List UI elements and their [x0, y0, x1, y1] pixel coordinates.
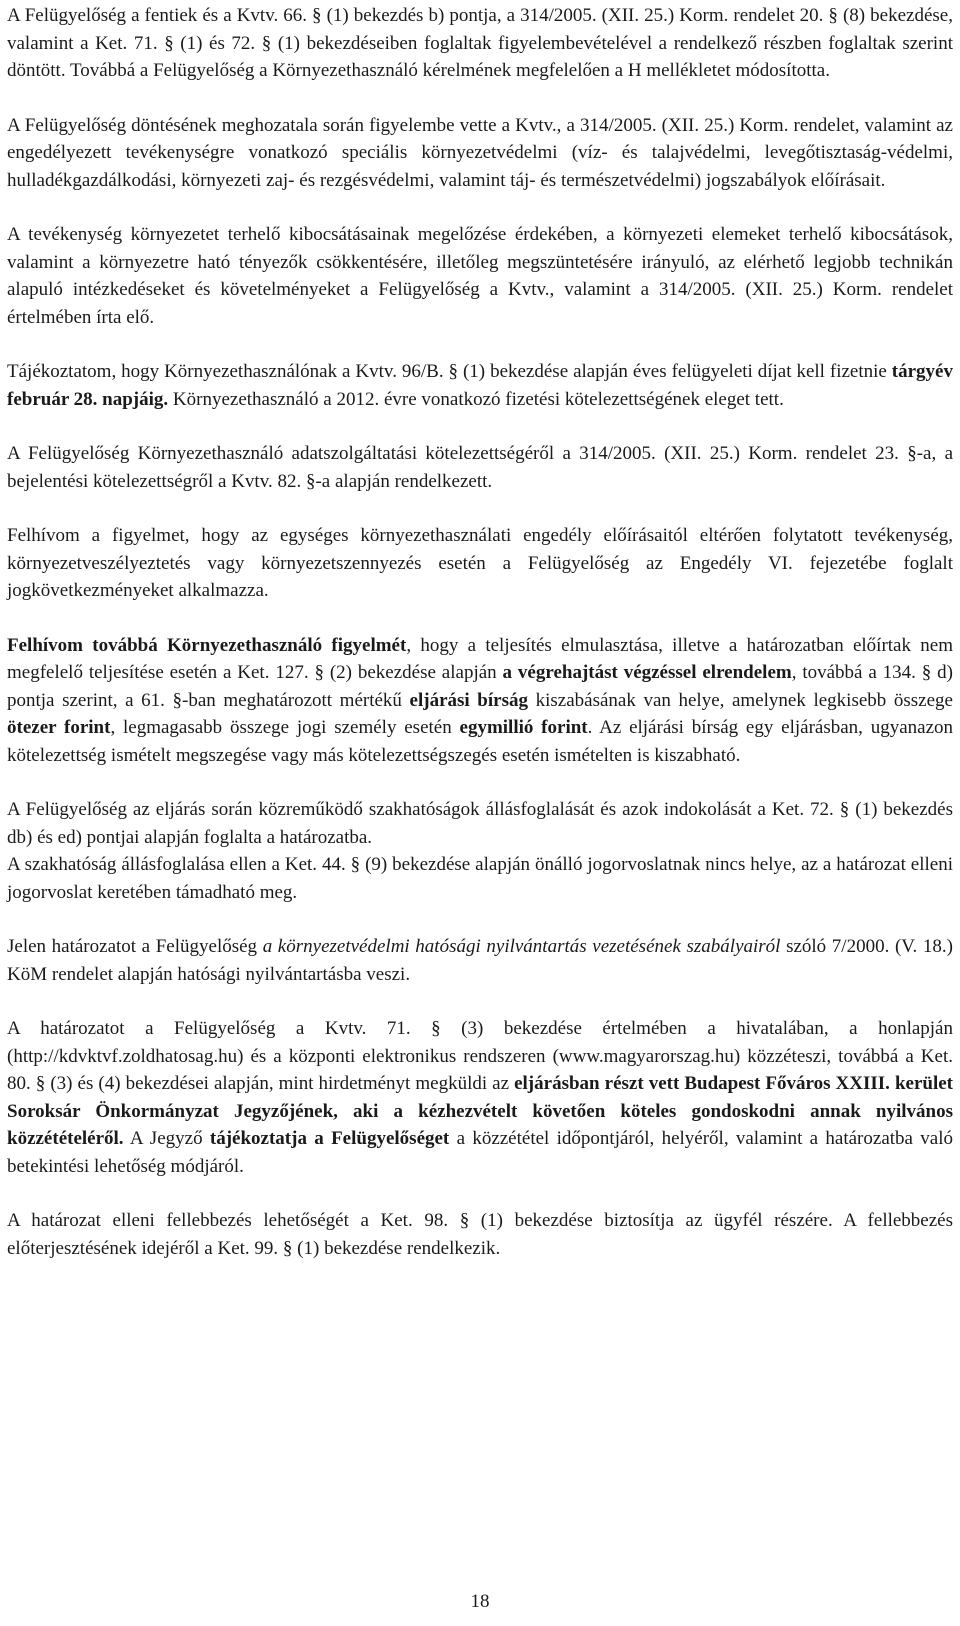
paragraph-supervision-fee — [7, 358, 953, 413]
text-run: . Az eljárási bírság egy eljárásban, ugyanazon kötelezettség ismételt megszegése vagy más kötelezettségszegés esetén ismételten is kiszabható. — [7, 717, 954, 766]
bold-text: eljárásban részt vett Budapest Főváros XXIII. kerület Soroksár Önkormányzat Jegyzőjének, aki a kézhezvételt követően köteles gondoskodni annak nyilvános közzétételéről. — [7, 1073, 953, 1149]
paragraph-registry — [7, 933, 953, 988]
text-run: Felhívom a figyelmet, hogy az egységes környezethasználati engedély előírásaitól eltérően folytatott tevékenység, környezetveszélyeztetés vagy környezetszennyezés esetén a Felügyelőség az Engedély VI. fejezetébe foglalt jogkövetkezményeket alkalmazza. — [7, 525, 953, 601]
text-run: A Jegyző — [123, 1128, 210, 1149]
paragraph-legal-consequences — [7, 522, 953, 605]
document-body — [7, 2, 953, 1289]
text-run: , legmagasabb összege jogi személy esetén — [110, 717, 460, 738]
paragraph-data-reporting — [7, 440, 953, 495]
text-run: A szakhatóság állásfoglalása ellen a Ket. 44. § (9) bekezdése alapján önálló jogorvoslatnak nincs helye, az a határozat elleni jogorvoslat keretében támadható meg. — [7, 854, 953, 903]
text-run: A Felügyelőség az eljárás során közreműködő szakhatóságok állásfoglalását és azok indokolását a Ket. 72. § (1) bekezdés db) és ed) pontjai alapján foglalta a határozatba. — [7, 799, 953, 848]
paragraph-decision-basis — [7, 2, 953, 85]
paragraph-emission-prevention — [7, 221, 953, 331]
text-run: A határozatot a Felügyelőség a Kvtv. 71. § (3) bekezdése értelmében a hivatalában, a honlapján (http://kdvktvf.zoldhatosag.hu) és a központi elektronikus rendszeren (www.magyarorszag.hu) közzéteszi, továbbá a Ket. 80. § (3) és (4) bekezdései alapján, mint hirdetményt megküldi az — [7, 1018, 953, 1094]
bold-text: egymillió forint — [459, 717, 588, 738]
paragraph-appeal — [7, 1207, 953, 1262]
text-run: A Felügyelőség döntésének meghozatala során figyelembe vette a Kvtv., a 314/2005. (XII. 25.) Korm. rendelet, valamint az engedélyezett tevékenységre vonatkozó speciális környezetvédelmi (víz- és talajvédelmi, levegőtisztaság-védelmi, hulladékgazdálkodási, környezeti zaj- és rezgésvédelmi, valamint táj- és természetvédelmi) jogszabályok előírásait. — [7, 114, 953, 191]
text-run: , hogy a teljesítés elmulasztása, illetve a határozatban előírtak nem megfelelő teljesítése esetén a Ket. 127. § (2) bekezdése alapján — [7, 634, 953, 683]
bold-text: Felhívom továbbá Környezethasználó figyelmét — [7, 634, 407, 656]
text-run: a közzététel időpontjáról, helyéről, valamint a határozatba való betekintési lehetőség módjáról. — [7, 1128, 953, 1177]
bold-text: tárgyév február 28. napjáig. — [7, 361, 953, 410]
bold-text: ötezer forint — [7, 717, 111, 738]
text-run: A Felügyelőség a fentiek és a Kvtv. 66. § (1) bekezdés b) pontja, a 314/2005. (XII. 25.) Korm. rendelet 20. § (8) bekezdése, valamint a Ket. 71. § (1) és 72. § (1) bekezdéseiben foglaltak figyelembevételével a rendelkező részben foglaltak szerint döntött. Továbbá a Felügyelőség a Környezethasználó kérelmének megfelelően a H mellékletet módosította. — [7, 5, 953, 81]
italic-text: a környezetvédelmi hatósági nyilvántartás vezetésének szabályairól — [262, 936, 781, 957]
paragraph-publication — [7, 1015, 953, 1180]
text-run: , továbbá a 134. § d) pontja szerint, a 61. §-ban meghatározott mértékű — [7, 662, 953, 711]
text-run: A tevékenység környezetet terhelő kibocsátásainak megelőzése érdekében, a környezeti elemeket terhelő kibocsátások, valamint a környezetre ható tényezők csökkentésére, illetőleg megszüntetésére irányuló, az elérhető legjobb technikán alapuló intézkedéseket és követelményeket a Felügyelőség a Kvtv., valamint a 314/2005. (XII. 25.) Korm. rendelet értelmében írta elő. — [7, 224, 953, 328]
page-number: 18 — [470, 1591, 490, 1612]
text-run: A határozat elleni fellebbezés lehetőségét a Ket. 98. § (1) bekezdése biztosítja az ügyfél részére. A fellebbezés előterjesztésének idejéről a Ket. 99. § (1) bekezdése rendelkezik. — [7, 1210, 953, 1259]
text-run: Környezethasználó a 2012. évre vonatkozó fizetési kötelezettségének eleget tett. — [168, 388, 784, 410]
paragraph-considered-regulations — [7, 112, 953, 195]
paragraph-authority-opinions — [7, 796, 953, 851]
text-run: kiszabásának van helye, amelynek legkisebb összege — [527, 689, 953, 711]
text-run: A Felügyelőség Környezethasználó adatszolgáltatási kötelezettségéről a 314/2005. (XII. 25.) Korm. rendelet 23. §-a, a bejelentési kötelezettségről a Kvtv. 82. §-a alapján rendelkezett. — [7, 443, 953, 492]
paragraph-enforcement-fine — [7, 632, 953, 770]
text-run: Tájékoztatom, hogy Környezethasználónak a Kvtv. 96/B. § (1) bekezdése alapján éves felügyeleti díjat kell fizetnie — [7, 361, 892, 382]
bold-text: eljárási bírság — [409, 689, 528, 711]
text-run: szóló 7/2000. (V. 18.) KöM rendelet alapján hatósági nyilvántartásba veszi. — [7, 936, 954, 985]
bold-text: a végrehajtást végzéssel elrendelem — [502, 662, 792, 683]
bold-text: tájékoztatja a Felügyelőséget — [209, 1128, 450, 1149]
text-run: Jelen határozatot a Felügyelőség — [7, 936, 263, 957]
paragraph-remedy-authority — [7, 851, 953, 906]
